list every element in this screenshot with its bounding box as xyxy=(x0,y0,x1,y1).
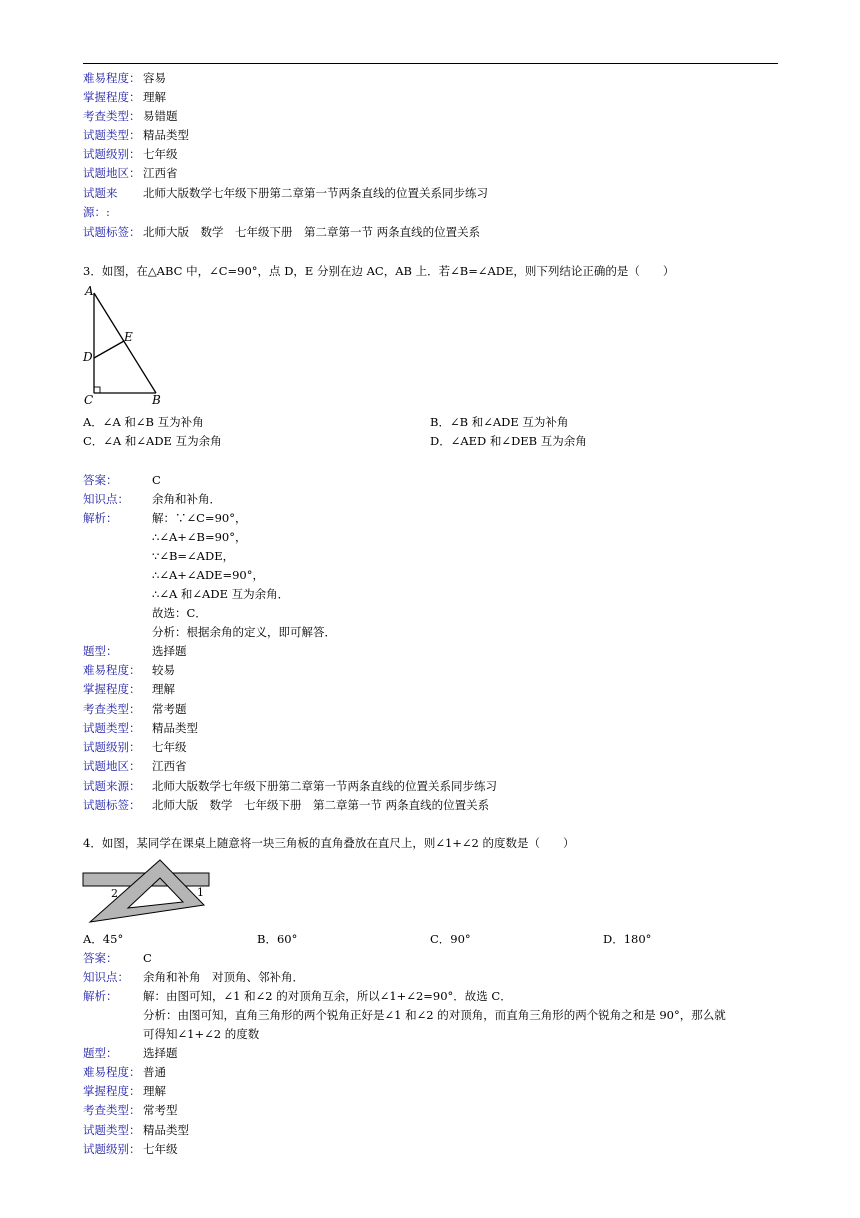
label-b: B xyxy=(152,393,161,407)
q3-analysis-line: 故选：C． xyxy=(152,606,207,620)
meta-label: 试题级别： xyxy=(83,1142,141,1156)
meta-label: 试题级别： xyxy=(83,147,141,161)
meta-value: 普通 xyxy=(143,1065,166,1079)
q3-analysis-line: ∵∠B=∠ADE， xyxy=(152,549,235,563)
segment-de xyxy=(94,341,124,358)
meta-value: 选择题 xyxy=(143,1046,178,1060)
q4-answer: C xyxy=(143,951,152,965)
meta-label: 难易程度： xyxy=(83,1065,141,1079)
meta-value: 江西省 xyxy=(143,166,178,180)
q3-stem: 3．如图，在△ABC 中，∠C=90°，点 D，E 分别在边 AC，AB 上．若∠B=∠ADE，则下列结论正确的是（ ） xyxy=(83,264,675,278)
meta-label: 掌握程度： xyxy=(83,90,141,104)
meta-label: 题型： xyxy=(83,1046,118,1060)
meta-label: 掌握程度： xyxy=(83,1084,141,1098)
q3-triangle-figure xyxy=(80,283,175,408)
q4-analysis-line: 解：由图可知，∠1 和∠2 的对顶角互余，所以∠1+∠2=90°．故选 C． xyxy=(143,989,512,1003)
q3-answer: C xyxy=(152,473,161,487)
q3-knowledge: 余角和补角． xyxy=(152,492,221,506)
meta-value: 选择题 xyxy=(152,644,187,658)
meta-label: 试题类型： xyxy=(83,721,141,735)
meta-value: 理解 xyxy=(152,682,175,696)
meta-label: 试题地区： xyxy=(83,759,141,773)
meta-value: 较易 xyxy=(152,663,175,677)
q3-option-b: B．∠B 和∠ADE 互为补角 xyxy=(430,415,569,429)
right-angle-mark xyxy=(94,387,100,393)
q3-option-d: D．∠AED 和∠DEB 互为余角 xyxy=(430,434,587,448)
q4-analysis-label: 解析： xyxy=(83,989,118,1003)
meta-value: 七年级 xyxy=(143,1142,178,1156)
meta-value: 精品类型 xyxy=(152,721,198,735)
q3-knowledge-label: 知识点： xyxy=(83,492,129,506)
meta-value: 常考题 xyxy=(152,702,187,716)
meta-label: 掌握程度： xyxy=(83,682,141,696)
q4-option-a: A．45° xyxy=(83,932,124,946)
meta-value: 容易 xyxy=(143,71,166,85)
meta-label: 考查类型： xyxy=(83,109,141,123)
meta-label: 试题标签： xyxy=(83,225,141,239)
meta-label: 试题标签： xyxy=(83,798,141,812)
label-e: E xyxy=(124,330,133,344)
q4-option-d: D．180° xyxy=(603,932,652,946)
meta-label: 难易程度： xyxy=(83,663,141,677)
meta-value: 北师大版 数学 七年级下册 第二章第一节 两条直线的位置关系 xyxy=(152,798,490,812)
q4-option-b: B．60° xyxy=(257,932,298,946)
meta-label: 难易程度： xyxy=(83,71,141,85)
meta-label: 试题类型： xyxy=(83,128,141,142)
meta-value: 理解 xyxy=(143,90,166,104)
meta-value: 北师大版数学七年级下册第二章第一节两条直线的位置关系同步练习 xyxy=(143,186,488,200)
meta-label: 考查类型： xyxy=(83,1103,141,1117)
meta-label: 试题类型： xyxy=(83,1123,141,1137)
meta-value: 江西省 xyxy=(152,759,187,773)
meta-label: 试题地区： xyxy=(83,166,141,180)
label-a: A xyxy=(85,284,94,298)
meta-value: 易错题 xyxy=(143,109,178,123)
q3-option-c: C．∠A 和∠ADE 互为余角 xyxy=(83,434,222,448)
q3-analysis-line: 解：∵∠C=90°， xyxy=(152,511,247,525)
q4-knowledge: 余角和补角 对顶角、邻补角． xyxy=(143,970,304,984)
meta-label: 试题来源： xyxy=(83,779,141,793)
meta-value: 精品类型 xyxy=(143,1123,189,1137)
meta-value: 北师大版 数学 七年级下册 第二章第一节 两条直线的位置关系 xyxy=(143,225,481,239)
q4-stem: 4．如图，某同学在课桌上随意将一块三角板的直角叠放在直尺上，则∠1+∠2 的度数是（ ） xyxy=(83,836,575,850)
set-square-shape xyxy=(90,860,204,922)
label-d: D xyxy=(83,350,93,364)
q4-option-c: C．90° xyxy=(430,932,471,946)
q3-analysis-line: 分析：根据余角的定义，即可解答． xyxy=(152,625,336,639)
meta-value: 精品类型 xyxy=(143,128,189,142)
q4-ruler-triangle-figure xyxy=(80,856,212,926)
q3-analysis-line: ∴∠A+∠B=90°， xyxy=(152,530,247,544)
q4-analysis-line: 分析：由图可知，直角三角形的两个锐角正好是∠1 和∠2 的对顶角，而直角三角形的两个锐角之和是 90°，那么就 xyxy=(143,1008,726,1022)
meta-value: 理解 xyxy=(143,1084,166,1098)
q3-analysis-line: ∴∠A+∠ADE=90°， xyxy=(152,568,264,582)
meta-label: 试题级别： xyxy=(83,740,141,754)
meta-label: 源：: xyxy=(83,205,110,219)
meta-label: 题型： xyxy=(83,644,118,658)
q3-analysis-line: ∴∠A 和∠ADE 互为余角． xyxy=(152,587,290,601)
meta-label: 考查类型： xyxy=(83,702,141,716)
meta-label: 试题来 xyxy=(83,186,118,200)
angle-2-label: 2 xyxy=(111,887,118,900)
q3-option-a: A．∠A 和∠B 互为补角 xyxy=(83,415,204,429)
meta-value: 北师大版数学七年级下册第二章第一节两条直线的位置关系同步练习 xyxy=(152,779,497,793)
meta-value: 七年级 xyxy=(152,740,187,754)
meta-value: 七年级 xyxy=(143,147,178,161)
q3-answer-label: 答案： xyxy=(83,473,118,487)
q4-knowledge-label: 知识点： xyxy=(83,970,129,984)
meta-value: 常考型 xyxy=(143,1103,178,1117)
q4-analysis-line: 可得知∠1+∠2 的度数 xyxy=(143,1027,260,1041)
label-c: C xyxy=(84,393,94,407)
q4-answer-label: 答案： xyxy=(83,951,118,965)
header-rule xyxy=(83,63,778,64)
angle-1-label: 1 xyxy=(197,886,204,899)
q3-analysis-label: 解析： xyxy=(83,511,118,525)
